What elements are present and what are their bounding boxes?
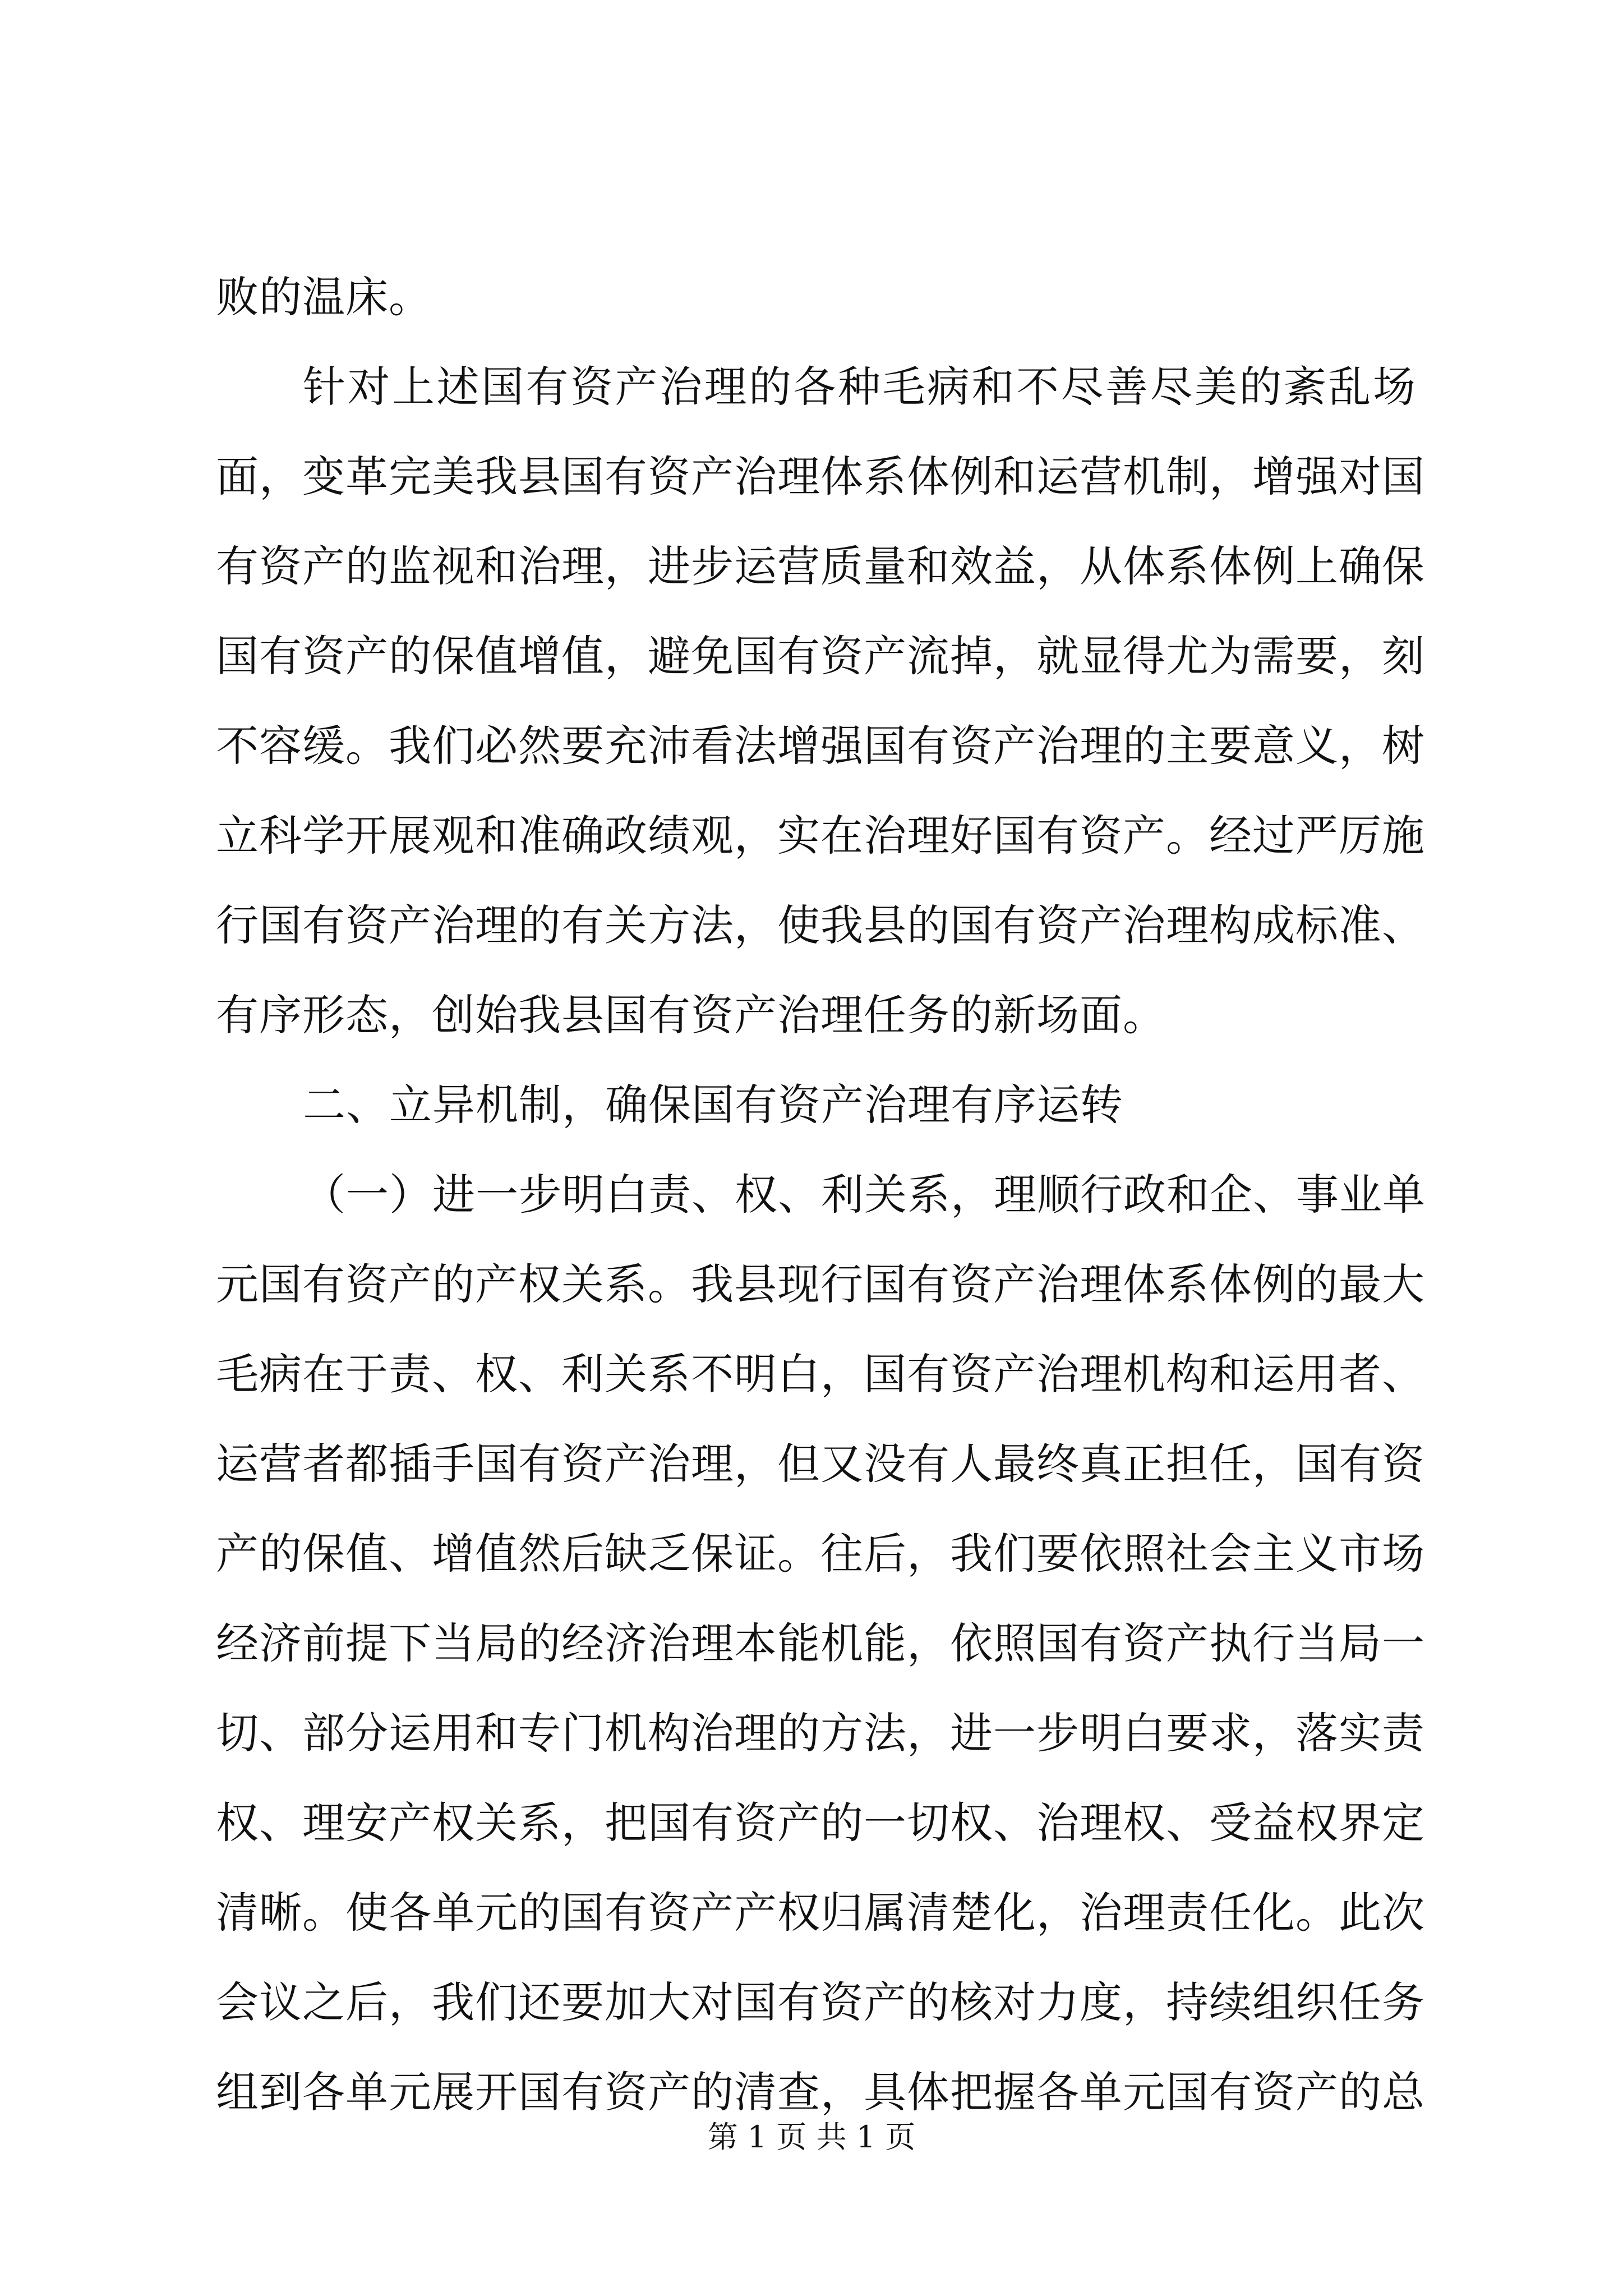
text-line-19: 清晰。使各单元的国有资产产权归属清楚化，治理责任化。此次 (216, 1888, 1425, 1938)
text-line-04: 有资产的监视和治理，进步运营质量和效益，从体系体例上确保 (216, 541, 1425, 591)
text-line-11: （一）进一步明白责、权、利关系，理顺行政和企、事业单 (303, 1170, 1426, 1220)
text-line-12: 元国有资产的产权关系。我县现行国有资产治理体系体例的最大 (216, 1259, 1425, 1309)
text-line-18: 权、理安产权关系，把国有资产的一切权、治理权、受益权界定 (216, 1798, 1425, 1848)
text-line-16: 经济前提下当局的经济治理本能机能，依照国有资产执行当局一 (216, 1618, 1425, 1668)
section-heading: 二、立异机制，确保国有资产治理有序运转 (303, 1080, 1123, 1130)
page-number-footer: 第 1 页 共 1 页 (707, 2119, 916, 2155)
text-line-02: 针对上述国有资产治理的各种毛病和不尽善尽美的紊乱场 (303, 362, 1416, 412)
text-line-03: 面，变革完美我县国有资产治理体系体例和运营机制，增强对国 (216, 452, 1425, 501)
text-line-13: 毛病在于责、权、利关系不明白，国有资产治理机构和运用者、 (216, 1349, 1425, 1399)
text-line-14: 运营者都插手国有资产治理，但又没有人最终真正担任，国有资 (216, 1439, 1425, 1489)
text-line-08: 行国有资产治理的有关方法，使我县的国有资产治理构成标准、 (216, 900, 1425, 950)
text-line-01: 败的温床。 (216, 272, 432, 322)
text-line-06: 不容缓。我们必然要充沛看法增强国有资产治理的主要意义，树 (216, 721, 1425, 771)
text-line-20: 会议之后，我们还要加大对国有资产的核对力度，持续组织任务 (216, 1977, 1425, 2027)
text-line-17: 切、部分运用和专门机构治理的方法，进一步明白要求，落实责 (216, 1708, 1425, 1758)
text-line-05: 国有资产的保值增值，避免国有资产流掉，就显得尤为需要，刻 (216, 631, 1425, 681)
text-line-09: 有序形态，创始我县国有资产治理任务的新场面。 (216, 990, 1166, 1040)
text-line-21: 组到各单元展开国有资产的清查，具体把握各单元国有资产的总 (216, 2067, 1425, 2117)
text-line-15: 产的保值、增值然后缺乏保证。往后，我们要依照社会主义市场 (216, 1529, 1425, 1579)
text-line-07: 立科学开展观和准确政绩观，实在治理好国有资产。经过严厉施 (216, 811, 1425, 861)
